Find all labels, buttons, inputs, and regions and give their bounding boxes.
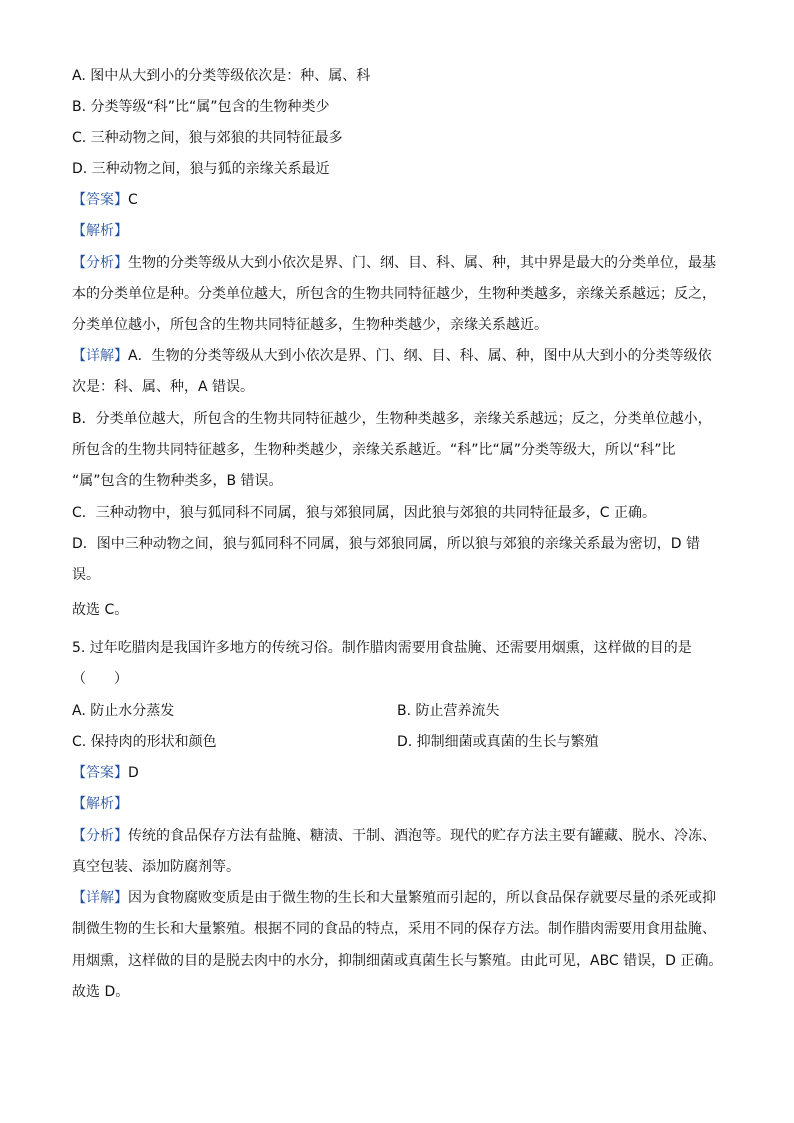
q4-xiangjie-line-7: D．图中三种动物之间，狼与狐同科不同属，狼与郊狼同属，所以狼与郊狼的亲缘关系最为密切，D 错 — [72, 536, 701, 552]
q4-answer-value: C — [128, 192, 138, 208]
q4-fenxi-line-2: 本的分类单位是种。分类单位越大，所包含的生物共同特征越少，生物种类越多，亲缘关系越远；反之， — [72, 286, 716, 302]
q5-xiangjie-text-1: 因为食物腐败变质是由于微生物的生长和大量繁殖而引起的，所以食品保存就要尽量的杀死或抑 — [128, 890, 716, 906]
q5-xiangjie-line-3: 用烟熏，这样做的目的是脱去肉中的水分，抑制细菌或真菌生长与繁殖。由此可见，ABC 错误，D 正确。 — [72, 953, 723, 969]
q5-option-a: A. 防止水分蒸发 — [72, 703, 175, 719]
q5-option-d: D. 抑制细菌或真菌的生长与繁殖 — [397, 734, 599, 750]
q5-option-c: C. 保持肉的形状和颜色 — [72, 734, 217, 750]
q5-fenxi-label: 【分析】 — [72, 828, 128, 844]
q4-xiangjie-text-1: A．生物的分类等级从大到小依次是界、门、纲、目、科、属、种，图中从大到小的分类等级依 — [128, 348, 712, 364]
q5-xiangjie-line-2: 制微生物的生长和大量繁殖。根据不同的食品的特点，采用不同的保存方法。制作腊肉需要用食用盐腌、 — [72, 921, 716, 937]
q5-answer-value: D — [128, 765, 139, 781]
q5-fenxi-text-1: 传统的食品保存方法有盐腌、糖渍、干制、酒泡等。现代的贮存方法主要有罐藏、脱水、冷冻、 — [128, 828, 716, 844]
q5-xiangjie-line-1 — [72, 888, 716, 908]
q4-option-a: A. 图中从大到小的分类等级依次是：种、属、科 — [72, 68, 371, 84]
q4-xiangjie-line-6: C．三种动物中，狼与狐同科不同属，狼与郊狼同属，因此狼与郊狼的共同特征最多，C 正确。 — [72, 505, 656, 521]
q5-stem: 5. 过年吃腊肉是我国许多地方的传统习俗。制作腊肉需要用食盐腌、还需要用烟熏，这样做的目的是 — [72, 640, 692, 656]
q4-xiangjie-line-4: 所包含的生物共同特征越多，生物种类越少，亲缘关系越近。“科”比“属”分类等级大，所以“科”比 — [72, 442, 676, 458]
q5-option-b: B. 防止营养流失 — [397, 703, 500, 719]
q5-answer — [72, 763, 139, 783]
q4-fenxi-label: 【分析】 — [72, 255, 128, 271]
q4-option-d: D. 三种动物之间，狼与狐的亲缘关系最近 — [72, 161, 330, 177]
q4-xiangjie-label: 【详解】 — [72, 348, 128, 364]
q5-xiangjie-label: 【详解】 — [72, 890, 128, 906]
q4-xiangjie-line-2: 次是：科、属、种，A 错误。 — [72, 379, 255, 395]
q5-fenxi-line-1 — [72, 826, 716, 846]
q4-analysis-heading: 【解析】 — [72, 223, 128, 239]
q5-analysis-label — [72, 794, 128, 814]
q4-xiangjie-line-3: B．分类单位越大，所包含的生物共同特征越少，生物种类越多，亲缘关系越远；反之，分类单位越小， — [72, 411, 712, 427]
q4-analysis-label — [72, 221, 128, 241]
q5-answer-label: 【答案】 — [72, 765, 128, 781]
q4-xiangjie-line-1 — [72, 346, 712, 366]
q4-conclusion: 故选 C。 — [72, 602, 129, 618]
q5-answer-paren: （ ） — [72, 671, 128, 687]
q4-option-b: B. 分类等级“科”比“属”包含的生物种类少 — [72, 99, 330, 115]
q4-fenxi-text-1: 生物的分类等级从大到小依次是界、门、纲、目、科、属、种，其中界是最大的分类单位，最基 — [128, 255, 716, 271]
q4-xiangjie-line-5: “属”包含的生物种类多，B 错误。 — [72, 473, 283, 489]
q4-option-c: C. 三种动物之间，狼与郊狼的共同特征最多 — [72, 130, 343, 146]
q5-analysis-heading: 【解析】 — [72, 796, 128, 812]
q4-fenxi-line-3: 分类单位越小，所包含的生物共同特征越多，生物种类越少，亲缘关系越近。 — [72, 317, 548, 333]
q5-conclusion: 故选 D。 — [72, 984, 130, 1000]
q4-xiangjie-line-8: 误。 — [72, 567, 100, 583]
q4-fenxi-line-1 — [72, 253, 716, 273]
q5-fenxi-line-2: 真空包装、添加防腐剂等。 — [72, 859, 240, 875]
q4-answer-label: 【答案】 — [72, 192, 128, 208]
q4-answer — [72, 190, 138, 210]
